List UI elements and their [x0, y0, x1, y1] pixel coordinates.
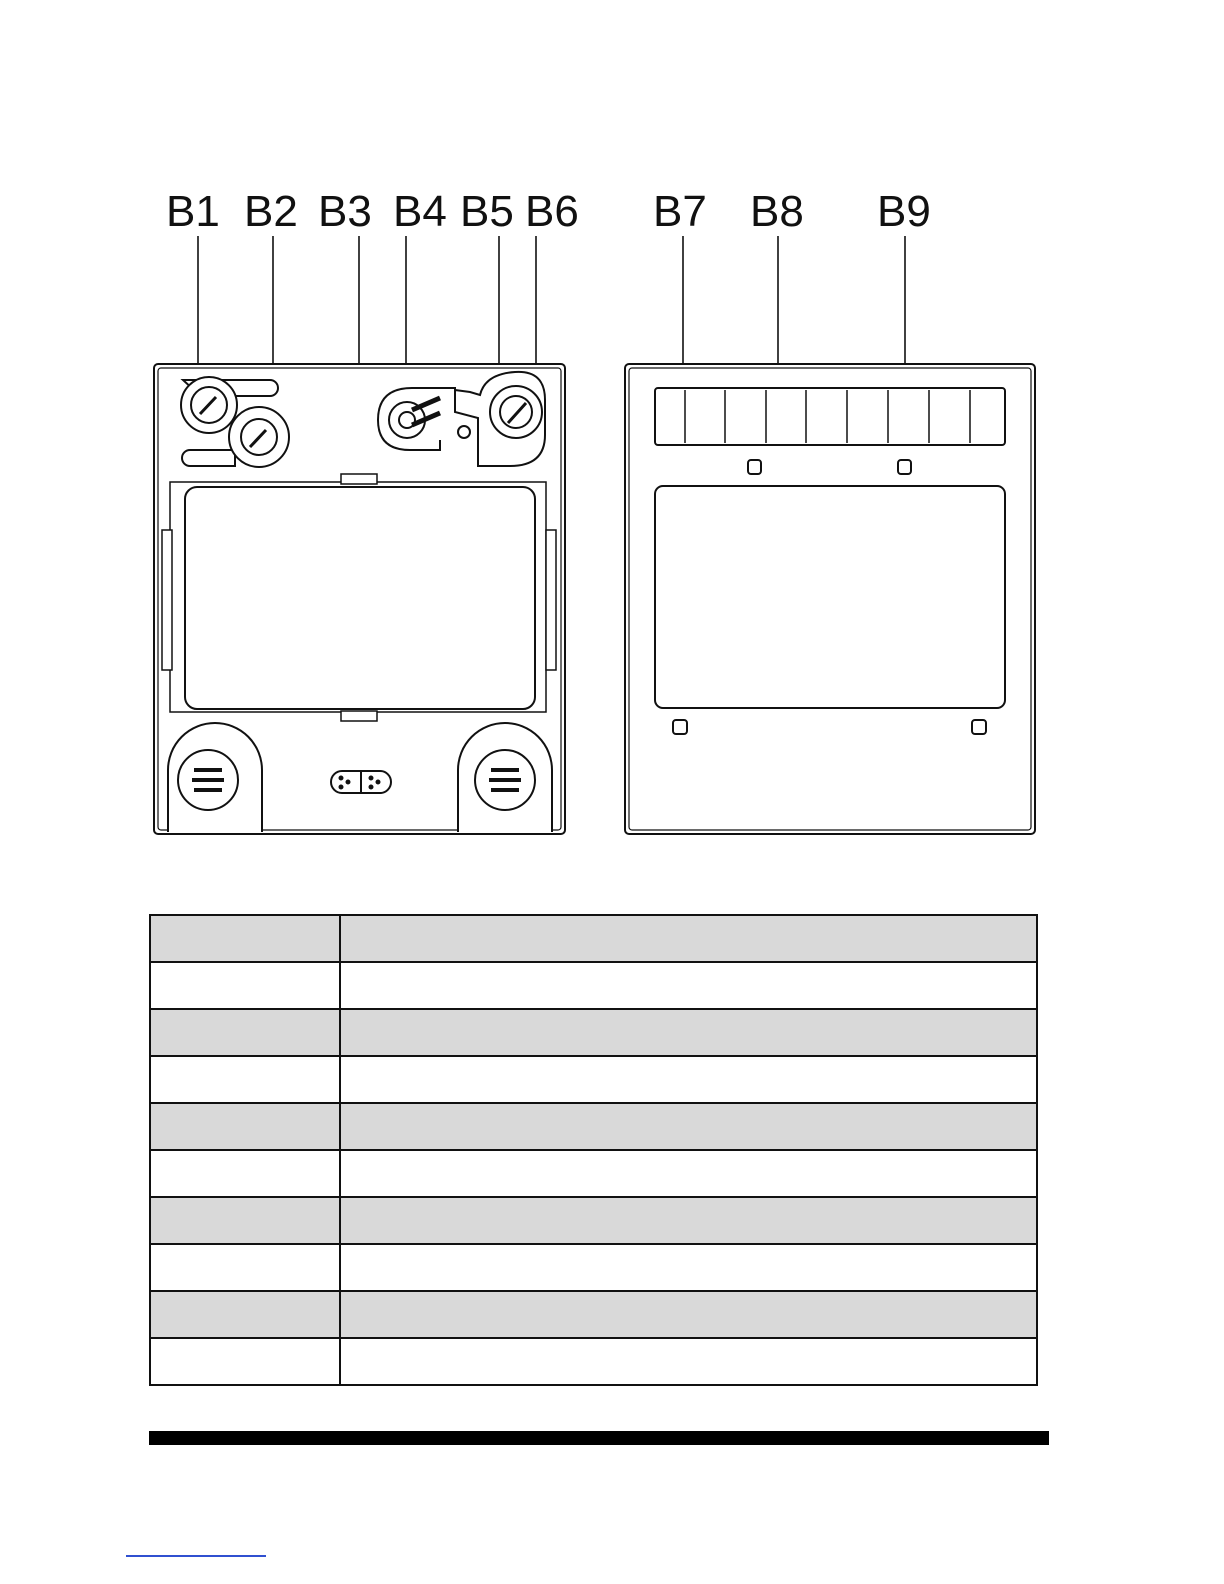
description-cell: [340, 962, 1037, 1009]
callout-b7: B7: [653, 187, 707, 236]
table-row: [150, 1197, 1037, 1244]
table-row: [150, 1056, 1037, 1103]
description-cell: [340, 1103, 1037, 1150]
description-cell: [340, 1150, 1037, 1197]
callout-b1: B1: [166, 187, 220, 236]
part-cell: [150, 1244, 340, 1291]
callout-b4: B4: [393, 187, 447, 236]
cartridge-back-view: [154, 364, 565, 834]
description-cell: [340, 1291, 1037, 1338]
callout-b9: B9: [877, 187, 931, 236]
callout-b6: B6: [525, 187, 579, 236]
table-row: [150, 1103, 1037, 1150]
table-row: [150, 1338, 1037, 1385]
description-cell: [340, 1009, 1037, 1056]
table-row: [150, 915, 1037, 962]
parts-table: [149, 914, 1038, 1386]
callout-b3: B3: [318, 187, 372, 236]
description-cell: [340, 1056, 1037, 1103]
table-row: [150, 1244, 1037, 1291]
part-cell: [150, 915, 340, 962]
cartridge-front-view: [625, 364, 1035, 834]
table-row: [150, 1150, 1037, 1197]
callout-b8: B8: [750, 187, 804, 236]
table-row: [150, 962, 1037, 1009]
part-cell: [150, 962, 340, 1009]
description-cell: [340, 1197, 1037, 1244]
callout-b5: B5: [460, 187, 514, 236]
description-cell: [340, 1338, 1037, 1385]
part-cell: [150, 1056, 340, 1103]
part-cell: [150, 1103, 340, 1150]
part-cell: [150, 1150, 340, 1197]
bottom-rule: [149, 1431, 1049, 1445]
description-cell: [340, 1244, 1037, 1291]
table-row: [150, 1291, 1037, 1338]
part-cell: [150, 1338, 340, 1385]
part-cell: [150, 1009, 340, 1056]
footer-link-underline[interactable]: [126, 1555, 266, 1557]
part-cell: [150, 1291, 340, 1338]
table-row: [150, 1009, 1037, 1056]
description-cell: [340, 915, 1037, 962]
callout-b2: B2: [244, 187, 298, 236]
part-cell: [150, 1197, 340, 1244]
